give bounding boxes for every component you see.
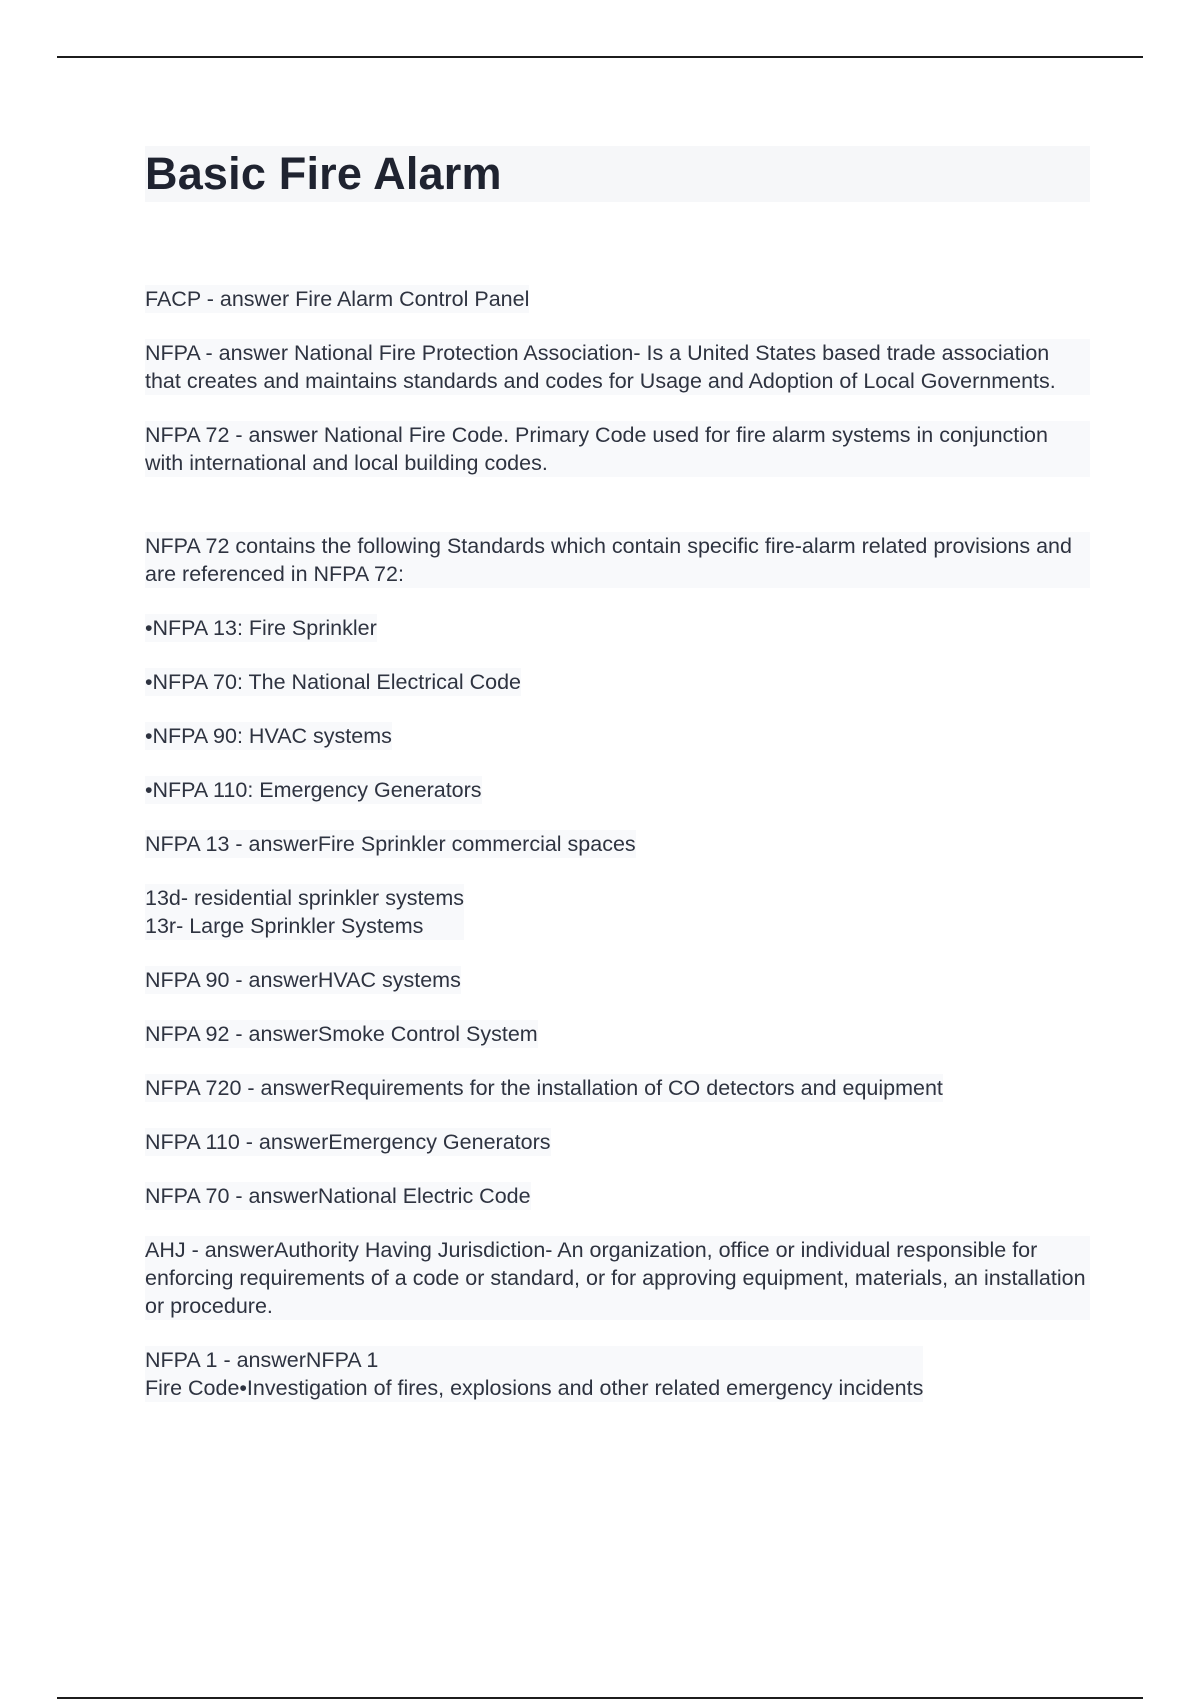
list-item: FACP - answer Fire Alarm Control Panel: [145, 287, 530, 311]
list-item: •NFPA 110: Emergency Generators: [145, 778, 482, 802]
list-item: NFPA 70 - answerNational Electric Code: [145, 1184, 531, 1208]
top-divider: [57, 56, 1143, 58]
document-body: [145, 146, 1090, 1428]
page-title: Basic Fire Alarm: [145, 148, 502, 199]
list-item: NFPA 92 - answerSmoke Control System: [145, 1022, 538, 1046]
list-item: •NFPA 90: HVAC systems: [145, 724, 392, 748]
entry-list: [145, 285, 1090, 1402]
list-item: AHJ - answerAuthority Having Jurisdiction- An organization, office or individual responsible for enforcing requirements of a code or standard, or for approving equipment, materials, an installation or procedure.: [145, 1236, 1090, 1320]
list-item: NFPA 90 - answerHVAC systems: [145, 968, 461, 992]
title-band: [145, 146, 1090, 202]
list-item: NFPA 110 - answerEmergency Generators: [145, 1130, 551, 1154]
bottom-divider: [57, 1697, 1143, 1699]
list-item: NFPA 720 - answerRequirements for the installation of CO detectors and equipment: [145, 1076, 943, 1100]
list-item: NFPA 72 contains the following Standards which contain specific fire-alarm related provisions and are referenced in NFPA 72:: [145, 532, 1090, 588]
list-item: 13d- residential sprinkler systems 13r- Large Sprinkler Systems: [145, 886, 465, 938]
list-item: •NFPA 13: Fire Sprinkler: [145, 616, 377, 640]
list-item: NFPA 72 - answer National Fire Code. Primary Code used for fire alarm systems in conjunction with international and local building codes.: [145, 421, 1090, 477]
list-item: NFPA - answer National Fire Protection Association- Is a United States based trade association that creates and maintains standards and codes for Usage and Adoption of Local Governments.: [145, 339, 1090, 395]
list-item: •NFPA 70: The National Electrical Code: [145, 670, 521, 694]
list-item: NFPA 13 - answerFire Sprinkler commercial spaces: [145, 832, 636, 856]
list-item: NFPA 1 - answerNFPA 1 Fire Code•Investigation of fires, explosions and other related emergency incidents: [145, 1348, 924, 1400]
